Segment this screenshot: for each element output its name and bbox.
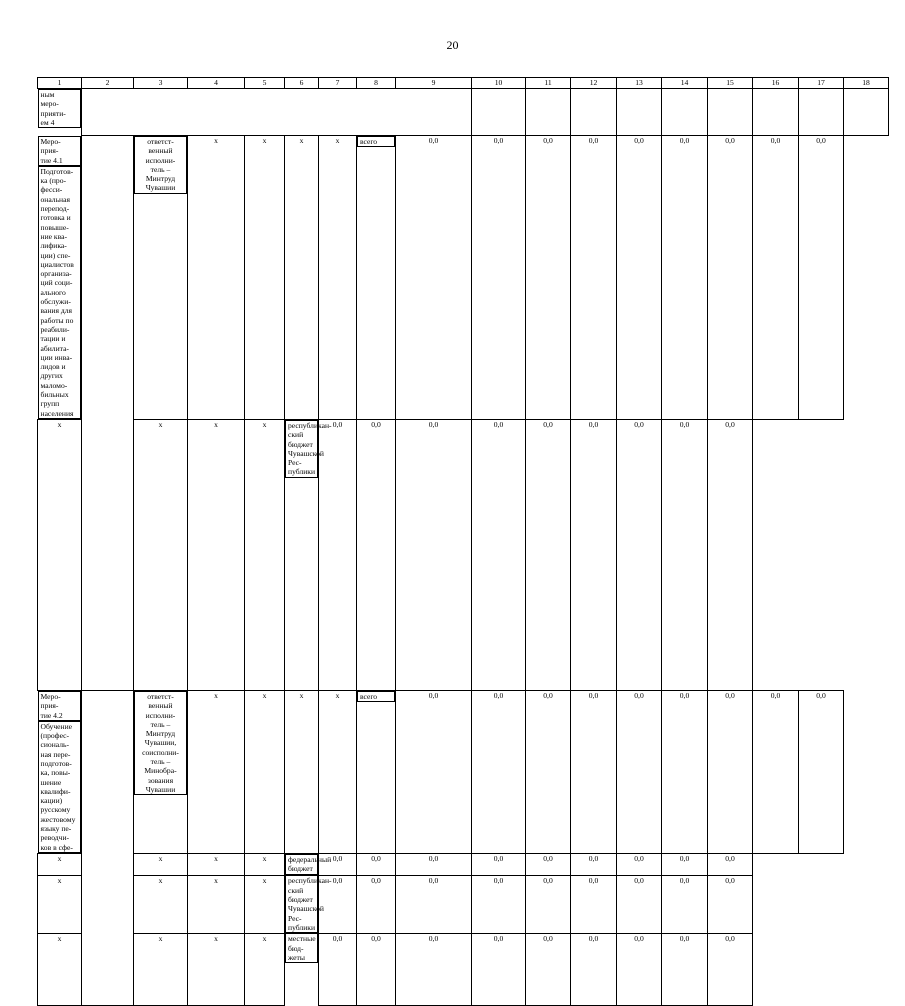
col-header: 2 [82,78,134,89]
value-cell: 0,0 [357,875,396,933]
table-row [38,875,889,933]
x-cell: x [245,690,285,853]
x-cell: x [134,933,188,1005]
value-cell: 0,0 [396,136,472,420]
value-cell: 0,0 [753,136,799,420]
x-cell: x [245,136,285,420]
x-cell: x [319,136,357,420]
table-row [38,419,889,690]
value-cell: 0,0 [396,690,472,853]
value-cell: 0,0 [617,690,662,853]
value-cell: 0,0 [526,690,571,853]
x-cell: x [188,690,245,853]
value-cell: 0,0 [396,853,472,875]
value-cell: 0,0 [472,419,526,690]
empty-cell [708,89,753,136]
x-cell: x [188,933,245,1005]
x-cell: x [245,853,285,875]
value-cell: 0,0 [396,933,472,1005]
value-cell: 0,0 [396,419,472,690]
value-cell: 0,0 [571,419,617,690]
value-cell: 0,0 [571,136,617,420]
empty-cell [571,89,617,136]
table-row [38,933,889,1005]
value-cell: 0,0 [319,933,357,1005]
value-cell: 0,0 [571,875,617,933]
value-cell: 0,0 [708,875,753,933]
value-cell: 0,0 [472,933,526,1005]
value-cell: 0,0 [708,933,753,1005]
column-numbers-row [38,78,889,89]
funding-source: местные бюд- жеты [285,933,318,963]
value-cell: 0,0 [319,853,357,875]
funding-source: республикан- ский бюджет Чувашской Рес- публики [285,420,318,478]
col-header: 14 [662,78,708,89]
page-number: 20 [446,38,459,52]
col-header: 15 [708,78,753,89]
x-cell: x [188,419,245,690]
x-cell: x [285,136,319,420]
value-cell: 0,0 [799,690,844,853]
x-cell: x [134,419,188,690]
event-name: Обучение (профес- сиональ- ная пере- подготов- ка, повы- шение квалифи- кации) русскому жестовому языку пе- реводчи- ков в сфе- [38,721,82,853]
col-header: 17 [799,78,844,89]
empty-cell [799,89,844,136]
col-header: 16 [753,78,799,89]
value-cell: 0,0 [708,853,753,875]
value-cell: 0,0 [571,933,617,1005]
value-cell: 0,0 [799,136,844,420]
value-cell: 0,0 [662,933,708,1005]
table-row [38,853,889,875]
value-cell: 0,0 [472,875,526,933]
value-cell: 0,0 [357,419,396,690]
value-cell: 0,0 [662,690,708,853]
col-header: 6 [285,78,319,89]
value-cell: 0,0 [662,136,708,420]
value-cell: 0,0 [526,875,571,933]
value-cell: 0,0 [571,690,617,853]
value-cell: 0,0 [396,875,472,933]
x-cell: x [188,875,245,933]
event-name: Подготов- ка (про- фесси- ональная перепод- готовка и повыше- ние ква- лифика- ции) спе- циалистов организа- ций соци- ального обслужи- вания для работы по реабили- тации и абилита- ции инва- лидов и других маломо- бильных групп населения [38,166,82,419]
event-executor: ответст- венный исполни- тель – Минтруд Чувашии, соисполни- тель – Минобра- зования Чувашии [134,691,187,795]
value-cell: 0,0 [526,419,571,690]
x-cell: x [188,136,245,420]
value-cell: 0,0 [472,853,526,875]
empty-cell [82,89,472,136]
value-cell: 0,0 [319,875,357,933]
col-header: 11 [526,78,571,89]
carryover-row [38,89,889,136]
value-cell: 0,0 [472,690,526,853]
value-cell: 0,0 [472,136,526,420]
value-cell: 0,0 [662,853,708,875]
value-cell: 0,0 [708,690,753,853]
value-cell: 0,0 [526,136,571,420]
table-row [38,136,889,420]
event-executor: ответст- венный исполни- тель – Минтруд Чувашии [134,136,187,194]
funding-source: всего [357,136,395,147]
value-cell: 0,0 [526,853,571,875]
col-header: 5 [245,78,285,89]
x-cell: x [245,875,285,933]
x-cell: x [38,853,82,875]
value-cell: 0,0 [617,875,662,933]
budget-table [37,77,889,1006]
value-cell: 0,0 [571,853,617,875]
x-cell: x [38,875,82,933]
value-cell: 0,0 [617,933,662,1005]
col-header: 8 [357,78,396,89]
col-header: 7 [319,78,357,89]
value-cell: 0,0 [753,690,799,853]
col-header: 10 [472,78,526,89]
funding-source: всего [357,691,395,702]
value-cell: 0,0 [662,419,708,690]
x-cell: x [285,690,319,853]
x-cell: x [134,853,188,875]
x-cell: x [245,419,285,690]
value-cell: 0,0 [526,933,571,1005]
col-header: 18 [844,78,889,89]
carryover-label: ным меро- прияти- ем 4 [38,89,82,128]
x-cell: x [245,933,285,1005]
empty-cell [617,89,662,136]
event-label: Меро- прия- тие 4.1 [38,136,82,166]
table-row [38,690,889,853]
x-cell: x [38,933,82,1005]
event-label: Меро- прия- тие 4.2 [38,691,82,721]
funding-source: республикан- ский бюджет Чувашской Рес- публики [285,875,318,933]
x-cell: x [319,690,357,853]
col-header: 12 [571,78,617,89]
x-cell: x [134,875,188,933]
empty-cell [662,89,708,136]
value-cell: 0,0 [319,419,357,690]
empty-cell [82,690,134,1005]
value-cell: 0,0 [617,853,662,875]
funding-source: федеральный бюджет [285,854,318,875]
empty-cell [526,89,571,136]
value-cell: 0,0 [617,136,662,420]
value-cell: 0,0 [357,853,396,875]
col-header: 3 [134,78,188,89]
value-cell: 0,0 [708,136,753,420]
value-cell: 0,0 [708,419,753,690]
col-header: 4 [188,78,245,89]
empty-cell [753,89,799,136]
empty-cell [82,136,134,691]
value-cell: 0,0 [662,875,708,933]
value-cell: 0,0 [357,933,396,1005]
value-cell: 0,0 [617,419,662,690]
empty-cell [844,89,889,136]
col-header: 1 [38,78,82,89]
empty-cell [472,89,526,136]
x-cell: x [38,419,82,690]
col-header: 13 [617,78,662,89]
x-cell: x [188,853,245,875]
col-header: 9 [396,78,472,89]
